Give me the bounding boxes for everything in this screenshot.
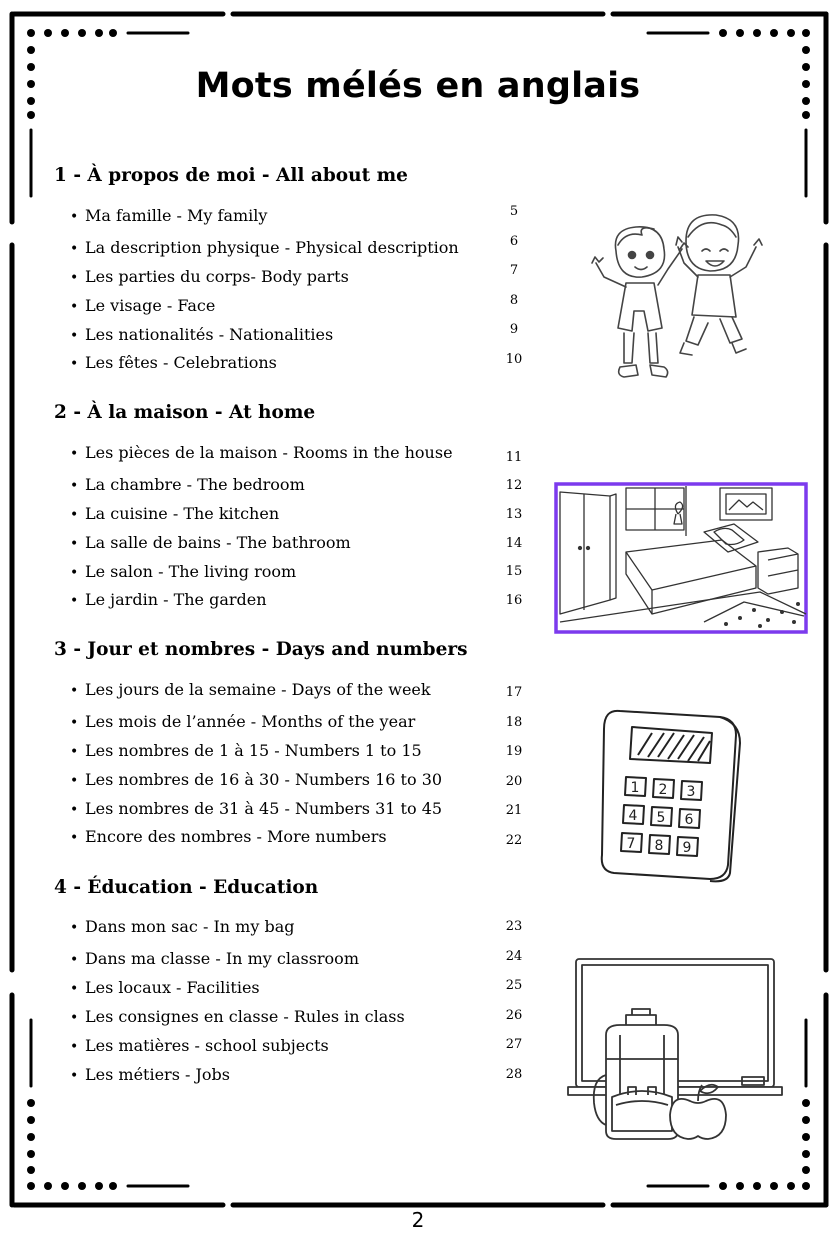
page-ref: 8 <box>509 293 519 308</box>
calc-key: 7 <box>626 836 636 852</box>
page-ref: 26 <box>505 1008 523 1023</box>
calculator-illustration <box>600 705 750 883</box>
page-ref: 25 <box>505 978 523 993</box>
page-ref: 6 <box>509 234 519 249</box>
list-item: • Les fêtes - Celebrations <box>70 353 277 372</box>
calc-key: 8 <box>654 838 664 854</box>
section-heading-education: 4 - Éducation - Education <box>54 877 319 898</box>
page-ref: 9 <box>509 322 519 337</box>
page-ref: 28 <box>505 1067 523 1082</box>
calc-key: 6 <box>684 812 694 828</box>
section-heading-days-and-numbers: 3 - Jour et nombres - Days and numbers <box>54 639 468 660</box>
bedroom-illustration <box>554 482 808 634</box>
list-item: • Les nombres de 1 à 15 - Numbers 1 to 15 <box>70 741 422 760</box>
page-ref: 10 <box>505 352 523 367</box>
page-ref: 21 <box>505 803 523 818</box>
list-item: • Les locaux - Facilities <box>70 978 260 997</box>
page-ref: 18 <box>505 715 523 730</box>
list-item: • Ma famille - My family <box>70 206 268 225</box>
list-item: • Les jours de la semaine - Days of the week <box>70 680 431 699</box>
list-item: • Les nationalités - Nationalities <box>70 325 334 344</box>
page-number: 2 <box>411 1208 425 1232</box>
list-item: • Le salon - The living room <box>70 562 297 581</box>
list-item: • La cuisine - The kitchen <box>70 504 280 523</box>
list-item: • Le jardin - The garden <box>70 590 267 609</box>
list-item: • Les pièces de la maison - Rooms in the house <box>70 443 453 462</box>
list-item: • Les nombres de 31 à 45 - Numbers 31 to 45 <box>70 799 443 818</box>
page-ref: 5 <box>509 204 519 219</box>
list-item: • Les mois de l’année - Months of the year <box>70 712 416 731</box>
list-item: • Les nombres de 16 à 30 - Numbers 16 to 30 <box>70 770 443 789</box>
calc-key: 3 <box>686 784 696 800</box>
list-item: • Les matières - school subjects <box>70 1036 329 1055</box>
section-heading-at-home: 2 - À la maison - At home <box>54 402 316 423</box>
list-item: • Dans mon sac - In my bag <box>70 917 295 936</box>
page-ref: 17 <box>505 685 523 700</box>
list-item: • Les parties du corps- Body parts <box>70 267 349 286</box>
page-ref: 27 <box>505 1037 523 1052</box>
list-item: • La chambre - The bedroom <box>70 475 305 494</box>
list-item: • La description physique - Physical description <box>70 238 459 257</box>
list-item: • La salle de bains - The bathroom <box>70 533 351 552</box>
list-item: • Les métiers - Jobs <box>70 1065 230 1084</box>
page-ref: 16 <box>505 593 523 608</box>
calc-key: 2 <box>658 782 668 798</box>
list-item: • Dans ma classe - In my classroom <box>70 949 359 968</box>
page-ref: 15 <box>505 564 523 579</box>
page-ref: 22 <box>505 833 523 848</box>
page-ref: 23 <box>505 919 523 934</box>
calc-key: 9 <box>682 840 692 856</box>
list-item: • Encore des nombres - More numbers <box>70 827 387 846</box>
page-title: Mots mélés en anglais <box>195 66 641 106</box>
kids-illustration <box>580 205 780 400</box>
page-ref: 24 <box>505 949 523 964</box>
page-ref: 12 <box>505 478 523 493</box>
page-ref: 11 <box>505 450 523 465</box>
page-ref: 20 <box>505 774 523 789</box>
page-ref: 7 <box>509 263 519 278</box>
page-ref: 13 <box>505 507 523 522</box>
section-heading-all-about-me: 1 - À propos de moi - All about me <box>54 165 408 186</box>
list-item: • Les consignes en classe - Rules in class <box>70 1007 405 1026</box>
page-ref: 14 <box>505 536 523 551</box>
list-item: • Le visage - Face <box>70 296 216 315</box>
calc-key: 5 <box>656 810 666 826</box>
calc-key: 4 <box>628 808 638 824</box>
classroom-illustration <box>566 955 786 1143</box>
page-ref: 19 <box>505 744 523 759</box>
calc-key: 1 <box>630 780 640 796</box>
